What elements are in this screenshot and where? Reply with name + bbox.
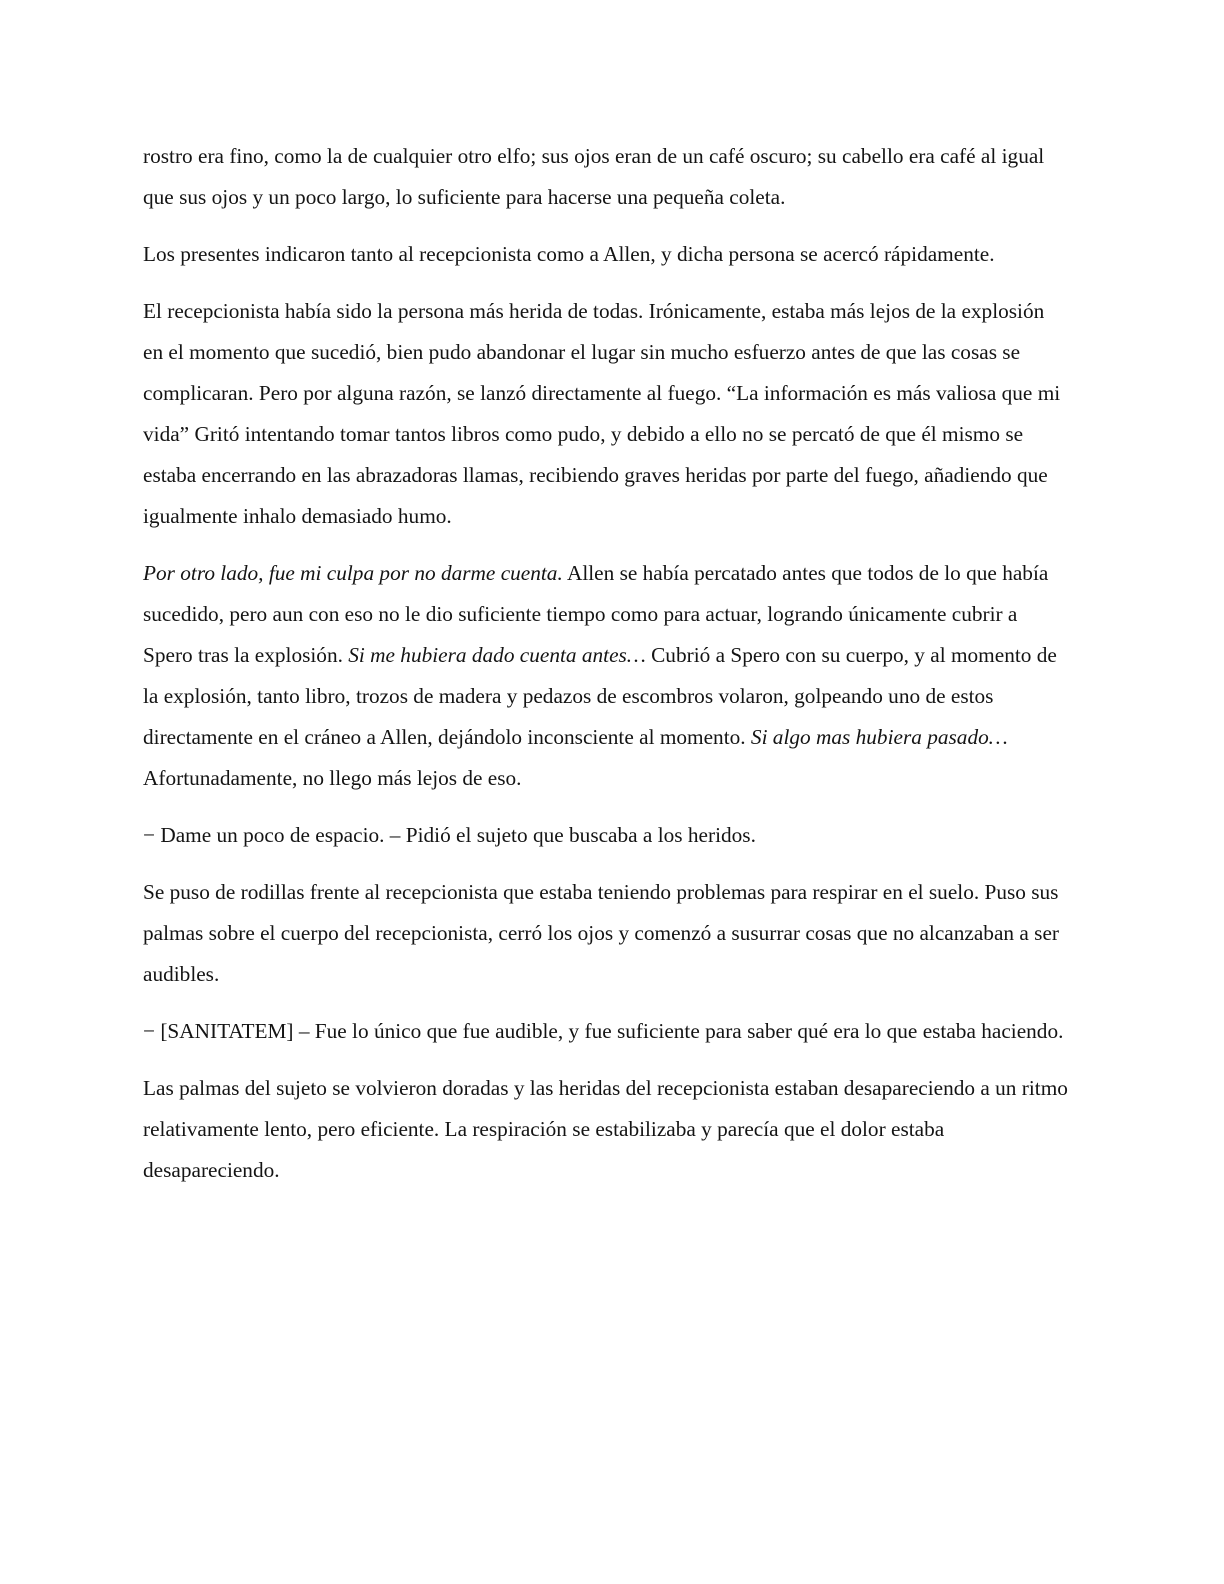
text-run: Allen se había percatado antes que todos de lo que había sucedido, pero aun con eso no le dio suficiente tiempo como para actuar, logrando únicamente cubrir a Spero tras la explosión. — [143, 561, 1049, 667]
text-run: − [SANITATEM] – Fue lo único que fue audible, y fue suficiente para saber qué era lo que estaba haciendo. — [143, 1019, 1064, 1043]
italic-thought: Si algo mas hubiera pasado… — [750, 725, 1008, 749]
text-run: Las palmas del sujeto se volvieron doradas y las heridas del recepcionista estaban desapareciendo a un ritmo relativamente lento, pero eficiente. La respiración se estabilizaba y parecía que el dolor estaba desapareciendo. — [143, 1076, 1068, 1182]
text-run: Se puso de rodillas frente al recepcionista que estaba teniendo problemas para respirar en el suelo. Puso sus palmas sobre el cuerpo del recepcionista, cerró los ojos y comenzó a susurrar cosas que no alcanzaban a ser audibles. — [143, 880, 1059, 986]
paragraph — [143, 136, 1068, 218]
dialogue-line — [143, 815, 1068, 856]
italic-thought: Por otro lado, fue mi culpa por no darme cuenta. — [143, 561, 563, 585]
paragraph — [143, 553, 1068, 799]
italic-thought: Si me hubiera dado cuenta antes… — [348, 643, 646, 667]
dialogue-line — [143, 1011, 1068, 1052]
text-run: Los presentes indicaron tanto al recepcionista como a Allen, y dicha persona se acercó rápidamente. — [143, 242, 995, 266]
text-run: El recepcionista había sido la persona más herida de todas. Irónicamente, estaba más lejos de la explosión en el momento que sucedió, bien pudo abandonar el lugar sin mucho esfuerzo antes de que las cosas se complicaran. Pero por alguna razón, se lanzó directamente al fuego. “La información es más valiosa que mi vida” Gritó intentando tomar tantos libros como pudo, y debido a ello no se percató de que él mismo se estaba encerrando en las abrazadoras llamas, recibiendo graves heridas por parte del fuego, añadiendo que igualmente inhalo demasiado humo. — [143, 299, 1061, 528]
text-run: rostro era fino, como la de cualquier otro elfo; sus ojos eran de un café oscuro; su cabello era café al igual que sus ojos y un poco largo, lo suficiente para hacerse una pequeña coleta. — [143, 144, 1045, 209]
paragraph — [143, 872, 1068, 995]
text-run: − Dame un poco de espacio. – Pidió el sujeto que buscaba a los heridos. — [143, 823, 756, 847]
paragraph — [143, 234, 1068, 275]
paragraph — [143, 291, 1068, 537]
document-page — [143, 136, 1068, 1191]
text-run: Afortunadamente, no llego más lejos de eso. — [143, 766, 522, 790]
paragraph — [143, 1068, 1068, 1191]
text-run: Cubrió a Spero con su cuerpo, y al momento de la explosión, tanto libro, trozos de madera y pedazos de escombros volaron, golpeando uno de estos directamente en el cráneo a Allen, dejándolo inconsciente al momento. — [143, 643, 1057, 749]
